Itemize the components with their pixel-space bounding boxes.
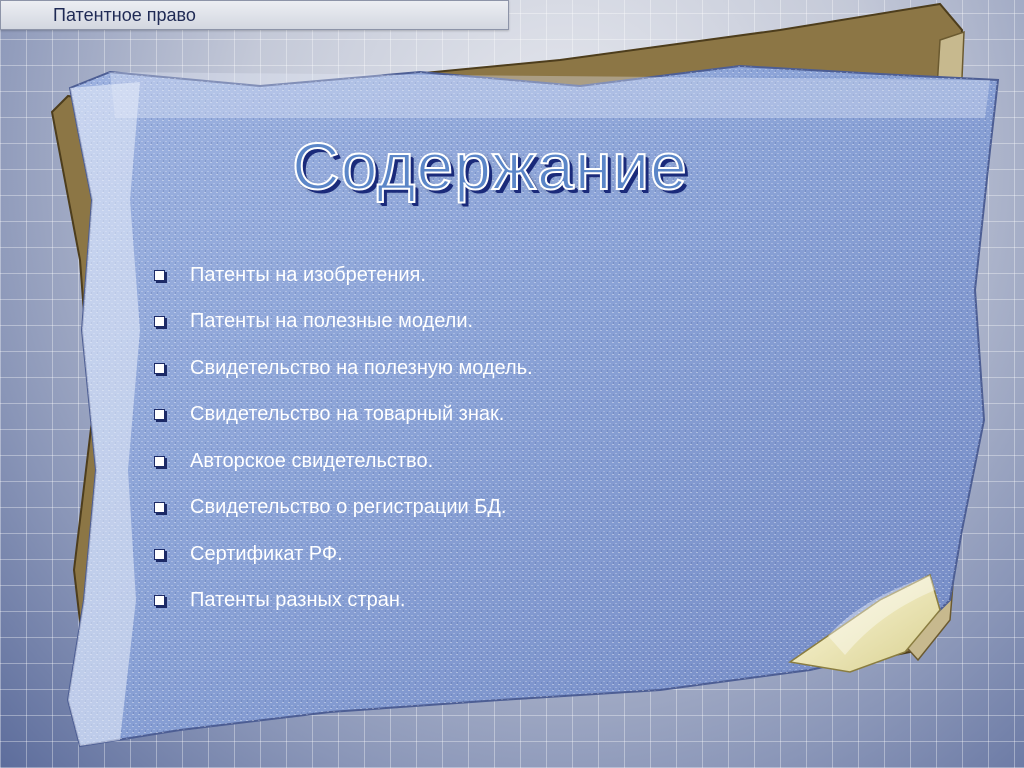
list-item bbox=[154, 345, 533, 392]
list-item bbox=[154, 252, 533, 299]
square-bullet-icon bbox=[154, 409, 165, 420]
square-bullet-icon bbox=[154, 270, 165, 281]
list-item-text: Сертификат РФ. bbox=[190, 542, 343, 565]
list-item bbox=[154, 438, 533, 485]
square-bullet-icon bbox=[154, 502, 165, 513]
list-item bbox=[154, 531, 533, 578]
list-item-text: Патенты на полезные модели. bbox=[190, 310, 474, 333]
list-item-text: Авторское свидетельство. bbox=[190, 449, 434, 472]
list-item-text: Свидетельство на товарный знак. bbox=[190, 403, 505, 426]
square-bullet-icon bbox=[154, 549, 165, 560]
list-item-text: Свидетельство о регистрации БД. bbox=[190, 496, 507, 519]
list-item bbox=[154, 392, 533, 439]
header-title: Патентное право bbox=[53, 5, 196, 25]
list-item bbox=[154, 578, 533, 625]
slide-heading: Содержание bbox=[292, 129, 688, 203]
square-bullet-icon bbox=[154, 595, 165, 606]
list-item-text: Патенты разных стран. bbox=[190, 589, 406, 612]
header-bar bbox=[0, 0, 509, 30]
contents-list bbox=[154, 252, 533, 624]
list-item-text: Патенты на изобретения. bbox=[190, 263, 426, 286]
square-bullet-icon bbox=[154, 316, 165, 327]
square-bullet-icon bbox=[154, 456, 165, 467]
list-item bbox=[154, 299, 533, 346]
list-item bbox=[154, 485, 533, 532]
list-item-text: Свидетельство на полезную модель. bbox=[190, 356, 533, 379]
square-bullet-icon bbox=[154, 363, 165, 374]
